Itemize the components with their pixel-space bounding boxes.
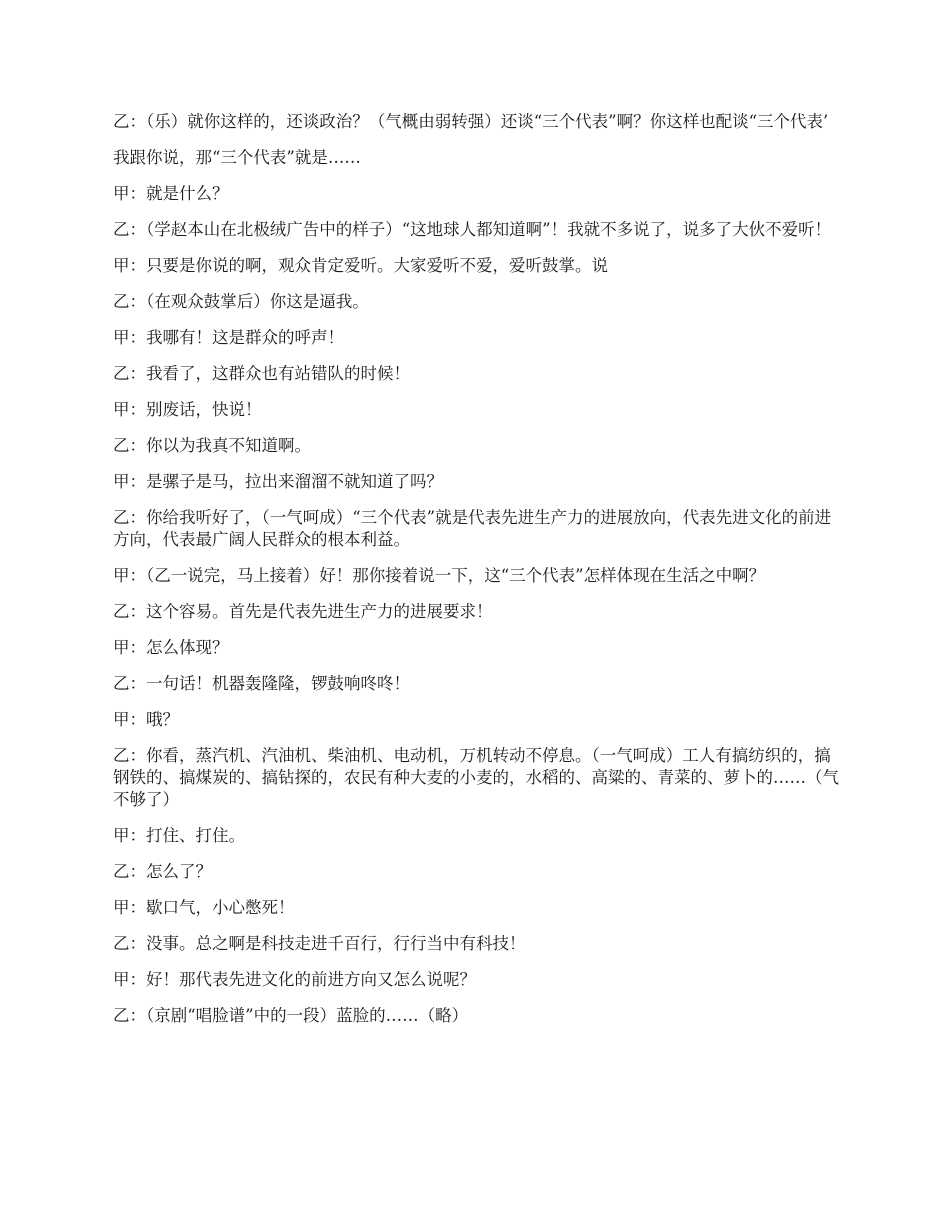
dialogue-line-2: 我跟你说，那“三个代表”就是…… xyxy=(113,148,361,167)
dialogue-line-23: 甲：好！那代表先进文化的前进方向又怎么说呢？ xyxy=(113,970,476,989)
dialogue-line-15: 甲：怎么体现？ xyxy=(113,638,229,657)
document-body xyxy=(113,111,840,1041)
dialogue-line-6: 乙：（在观众鼓掌后）你这是逼我。 xyxy=(113,292,369,311)
dialogue-line-14: 乙：这个容易。首先是代表先进生产力的进展要求！ xyxy=(113,602,493,621)
dialogue-line-21: 甲：歇口气，小心憋死！ xyxy=(113,898,295,917)
dialogue-line-4: 乙：（学赵本山在北极绒广告中的样子）“这地球人都知道啊”！我就不多说了，说多了大伙不爱听！ xyxy=(113,220,832,239)
dialogue-line-7: 甲：我哪有！这是群众的呼声！ xyxy=(113,328,344,347)
dialogue-line-19: 甲：打住、打住。 xyxy=(113,826,245,845)
dialogue-line-3: 甲：就是什么？ xyxy=(113,184,229,203)
dialogue-line-1: 乙：（乐）就你这样的，还谈政治？（气概由弱转强）还谈“三个代表”啊？你这样也配谈“三个代表’ xyxy=(113,112,829,131)
dialogue-line-20: 乙：怎么了？ xyxy=(113,862,212,881)
dialogue-line-16: 乙：一句话！机器轰隆隆，锣鼓响咚咚！ xyxy=(113,674,410,693)
dialogue-line-9: 甲：别废话，快说！ xyxy=(113,400,262,419)
dialogue-line-13: 甲：（乙一说完，马上接着）好！那你接着说一下，这“三个代表”怎样体现在生活之中啊？ xyxy=(113,566,766,585)
dialogue-line-22: 乙：没事。总之啊是科技走进千百行，行行当中有科技！ xyxy=(113,934,526,953)
dialogue-line-17: 甲：哦？ xyxy=(113,710,179,729)
dialogue-line-5: 甲：只要是你说的啊，观众肯定爱听。大家爱听不爱，爱听鼓掌。说 xyxy=(113,256,608,275)
dialogue-line-11: 甲：是骡子是马，拉出来溜溜不就知道了吗？ xyxy=(113,472,443,491)
dialogue-line-18: 乙：你看，蒸汽机、汽油机、柴油机、电动机，万机转动不停息。（一气呵成）工人有搞纺织的，搞钢铁的、搞煤炭的、搞钻探的，农民有种大麦的小麦的，水稻的、高粱的、青菜的、萝卜的……（气不够了） xyxy=(113,746,839,809)
dialogue-line-8: 乙：我看了，这群众也有站错队的时候！ xyxy=(113,364,410,383)
dialogue-line-24: 乙：（京剧“唱脸谱”中的一段）蓝脸的……（略） xyxy=(113,1006,469,1025)
dialogue-line-10: 乙：你以为我真不知道啊。 xyxy=(113,436,311,455)
dialogue-line-12: 乙：你给我听好了，（一气呵成）“三个代表”就是代表先进生产力的进展放向，代表先进文化的前进方向，代表最广阔人民群众的根本利益。 xyxy=(113,508,832,549)
